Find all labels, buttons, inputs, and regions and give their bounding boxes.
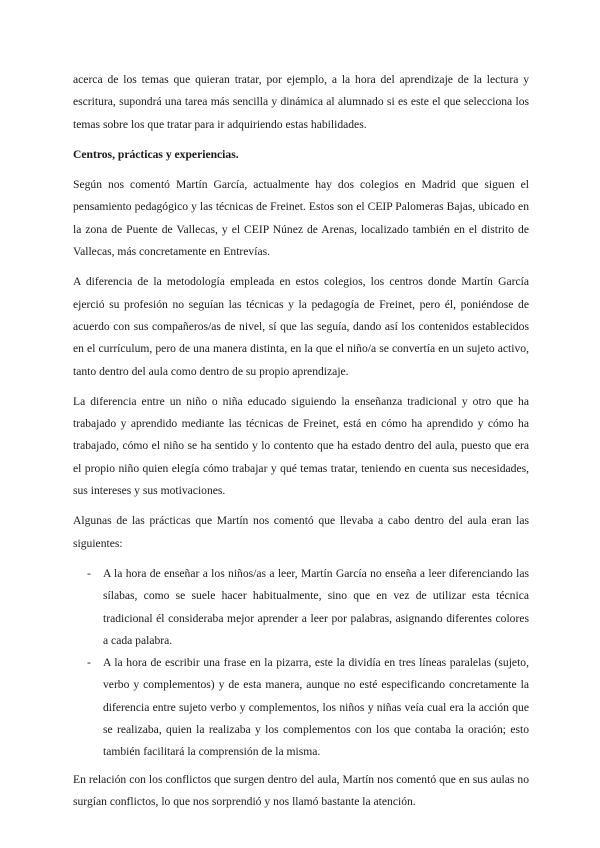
document-page xyxy=(73,69,529,821)
list-item xyxy=(73,652,529,763)
paragraph-diferencia: La diferencia entre un niño o niña educado siguiendo la enseñanza tradicional y otro que ha trabajado y aprendido mediante las técnicas de Freinet, está en cómo ha aprendido y cómo ha trabajado, cómo el niño se ha sentido y lo contento que ha estado dentro del aula, puesto que era el propio niño quien elegía cómo trabajar y qué temas tratar, teniendo en cuenta sus necesidades, sus intereses y sus motivaciones. xyxy=(73,394,529,498)
bullet-marker: - xyxy=(87,566,91,580)
list-item-text: A la hora de enseñar a los niños/as a leer, Martín García no enseña a leer diferenciando las sílabas, como se suele hacer habitualmente, sino que en vez de utilizar esta técnica tradicional él consideraba mejor aprender a leer por palabras, asignando diferentes colores a cada palabra. xyxy=(103,566,529,647)
list-item xyxy=(73,563,529,652)
section-heading: Centros, prácticas y experiencias. xyxy=(73,147,239,161)
practices-list xyxy=(73,563,529,764)
paragraph-practicas-intro: Algunas de las prácticas que Martín nos comentó que llevaba a cabo dentro del aula eran las siguientes: xyxy=(73,514,529,550)
intro-paragraph: acerca de los temas que quieran tratar, por ejemplo, a la hora del aprendizaje de la lectura y escritura, supondrá una tarea más sencilla y dinámica al alumnado si es este el que selecciona los temas sobre los que tratar para ir adquiriendo estas habilidades. xyxy=(73,73,529,131)
paragraph-metodologia: A diferencia de la metodología empleada en estos colegios, los centros donde Martín García ejerció su profesión no seguían las técnicas y la pedagogía de Freinet, pero él, poniéndose de acuerdo con sus compañeros/as de nivel, sí que las seguía, dando así los contenidos establecidos en el currículum, pero de una manera distinta, en la que el niño/a se convertía en un sujeto activo, tanto dentro del aula como dentro de su propio aprendizaje. xyxy=(73,275,529,378)
list-item-text: A la hora de escribir una frase en la pizarra, este la dividía en tres líneas paralelas (sujeto, verbo y complementos) y de esta manera, aunque no esté especificando concretamente la diferencia entre sujeto verbo y complementos, los niños y niñas veía cual era la acción que se realizaba, quien la realizaba y los complementos con los que contaba la oración; esto también facilitará la comprensión de la misma. xyxy=(103,656,529,759)
closing-paragraph: En relación con los conflictos que surgen dentro del aula, Martín nos comentó que en sus aulas no surgían conflictos, lo que nos sorprendió y nos llamó bastante la atención. xyxy=(73,772,529,808)
paragraph-colegios: Según nos comentó Martín García, actualmente hay dos colegios en Madrid que siguen el pensamiento pedagógico y las técnicas de Freinet. Estos son el CEIP Palomeras Bajas, ubicado en la zona de Puente de Vallecas, y el CEIP Núnez de Arenas, localizado también en el distrito de Vallecas, más concretamente en Entrevías. xyxy=(73,178,529,259)
bullet-marker: - xyxy=(87,656,91,670)
